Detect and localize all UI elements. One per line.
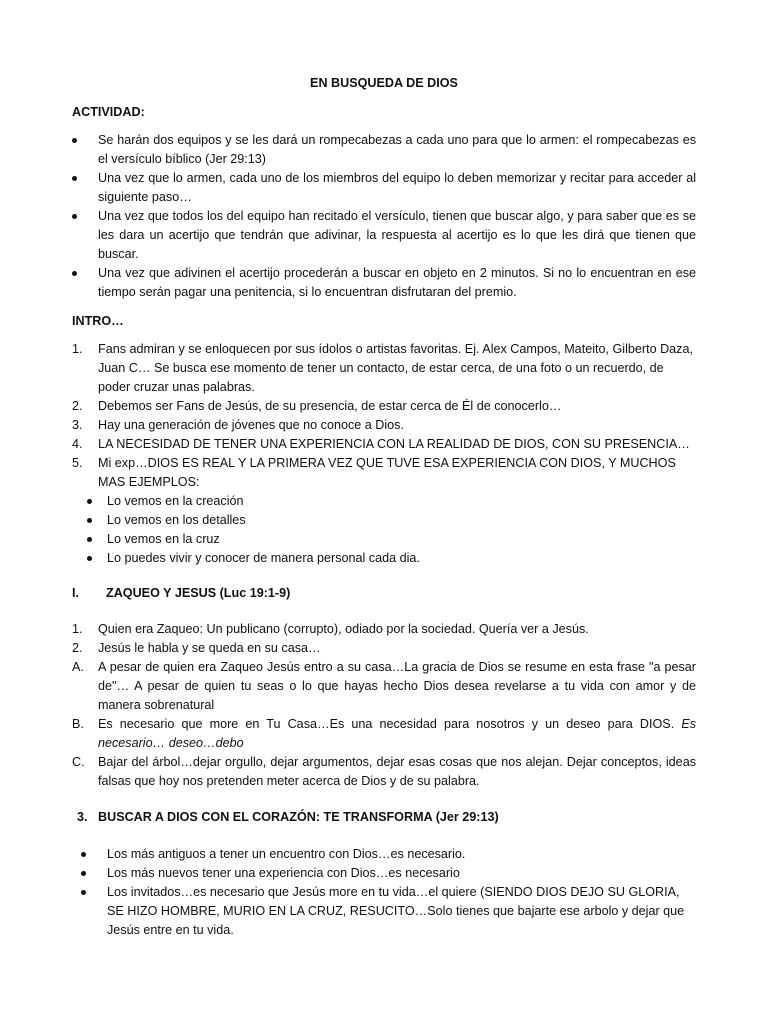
list-item: Los más nuevos tener una experiencia con Dios…es necesario [81,864,696,883]
list-item: C. Bajar del árbol…dejar orgullo, dejar argumentos, dejar esas cosas que nos alejan. Dejar conceptos, ideas falsas que hoy nos pretenden meter acerca de Dios y de su palabra. [72,755,696,788]
list-item: 2. Jesús le habla y se queda en su casa… [72,641,321,655]
list-item: 5. Mi exp…DIOS ES REAL Y LA PRIMERA VEZ QUE TUVE ESA EXPERIENCIA CON DIOS, Y MUCHOS MAS EJEMPLOS: [72,456,676,489]
bullet-icon [87,537,92,542]
list-item: 3. Hay una generación de jóvenes que no conoce a Dios. [72,418,404,432]
list-item: Lo vemos en los detalles [72,511,696,530]
list-item: 2. Debemos ser Fans de Jesús, de su presencia, de estar cerca de Él de conocerlo… [72,399,562,413]
section-1-heading: ZAQUEO Y JESUS (Luc 19:1-9) [106,586,291,600]
list-item: 1. Quien era Zaqueo: Un publicano (corrupto), odiado por la sociedad. Quería ver a Jesús. [72,622,589,636]
bullet-icon [72,176,77,181]
section-3-list [81,845,696,940]
bullet-icon [87,556,92,561]
intro-list [72,340,696,568]
intro-heading: INTRO… [72,314,124,328]
bullet-icon [81,852,86,857]
bullet-icon [72,138,77,143]
section-3-numeral: 3. [77,810,88,824]
list-item: B. Es necesario que more en Tu Casa…Es una necesidad para nosotros y un deseo para DIOS. Es necesario… deseo…debo [72,717,696,750]
actividad-list [72,131,696,302]
section-1-numeral: I. [72,586,79,600]
section-1-list [72,620,696,791]
list-item: Una vez que adivinen el acertijo procederán a buscar en objeto en 2 minutos. Si no lo encuentran en ese tiempo serán pagar una penitencia, si lo encuentran disfrutaran del premio. [72,264,696,302]
bullet-icon [81,871,86,876]
bullet-icon [87,518,92,523]
list-item: Los invitados…es necesario que Jesús more en tu vida…el quiere (SIENDO DIOS DEJO SU GLORIA, SE HIZO HOMBRE, MURIO EN LA CRUZ, RESUCITO…Solo tienes que bajarte ese arbolo y dejar que Jesús entre en tu vida. [81,883,696,940]
list-item: 4. LA NECESIDAD DE TENER UNA EXPERIENCIA CON LA REALIDAD DE DIOS, CON SU PRESENCIA… [72,437,690,451]
bullet-icon [72,214,77,219]
bullet-icon [72,271,77,276]
actividad-heading: ACTIVIDAD: [72,105,145,119]
list-item: Lo vemos en la creación [72,492,696,511]
list-item: Una vez que lo armen, cada uno de los miembros del equipo lo deben memorizar y recitar para acceder al siguiente paso… [72,169,696,207]
bullet-icon [81,890,86,895]
page-title: EN BUSQUEDA DE DIOS [310,76,458,90]
section-3-heading: BUSCAR A DIOS CON EL CORAZÓN: TE TRANSFORMA (Jer 29:13) [98,810,499,824]
list-item: Se harán dos equipos y se les dará un rompecabezas a cada uno para que lo armen: el rompecabezas es el versículo bíblico (Jer 29:13) [72,131,696,169]
list-item: Lo puedes vivir y conocer de manera personal cada dia. [72,549,696,568]
list-item: Los más antiguos a tener un encuentro con Dios…es necesario. [81,845,696,864]
list-item: 1. Fans admiran y se enloquecen por sus ídolos o artistas favoritas. Ej. Alex Campos, Mateito, Gilberto Daza, Juan C… Se busca ese momento de tener un contacto, de estar cerca, de una foto o un recuerdo, de poder cruzar unas palabras. [72,342,693,394]
list-item: Una vez que todos los del equipo han recitado el versículo, tienen que buscar algo, y para saber que es se les dara un acertijo que tendrán que adivinar, la respuesta al acertijo es lo que les dirá que tienen que buscar. [72,207,696,264]
list-item: A. A pesar de quien era Zaqueo Jesús entro a su casa…La gracia de Dios se resume en esta frase "a pesar de"… A pesar de quien tu seas o lo que hayas hecho Dios desea revelarse a tu vida con amor y de manera sobrenatural [72,660,696,712]
list-item: Lo vemos en la cruz [72,530,696,549]
bullet-icon [87,499,92,504]
